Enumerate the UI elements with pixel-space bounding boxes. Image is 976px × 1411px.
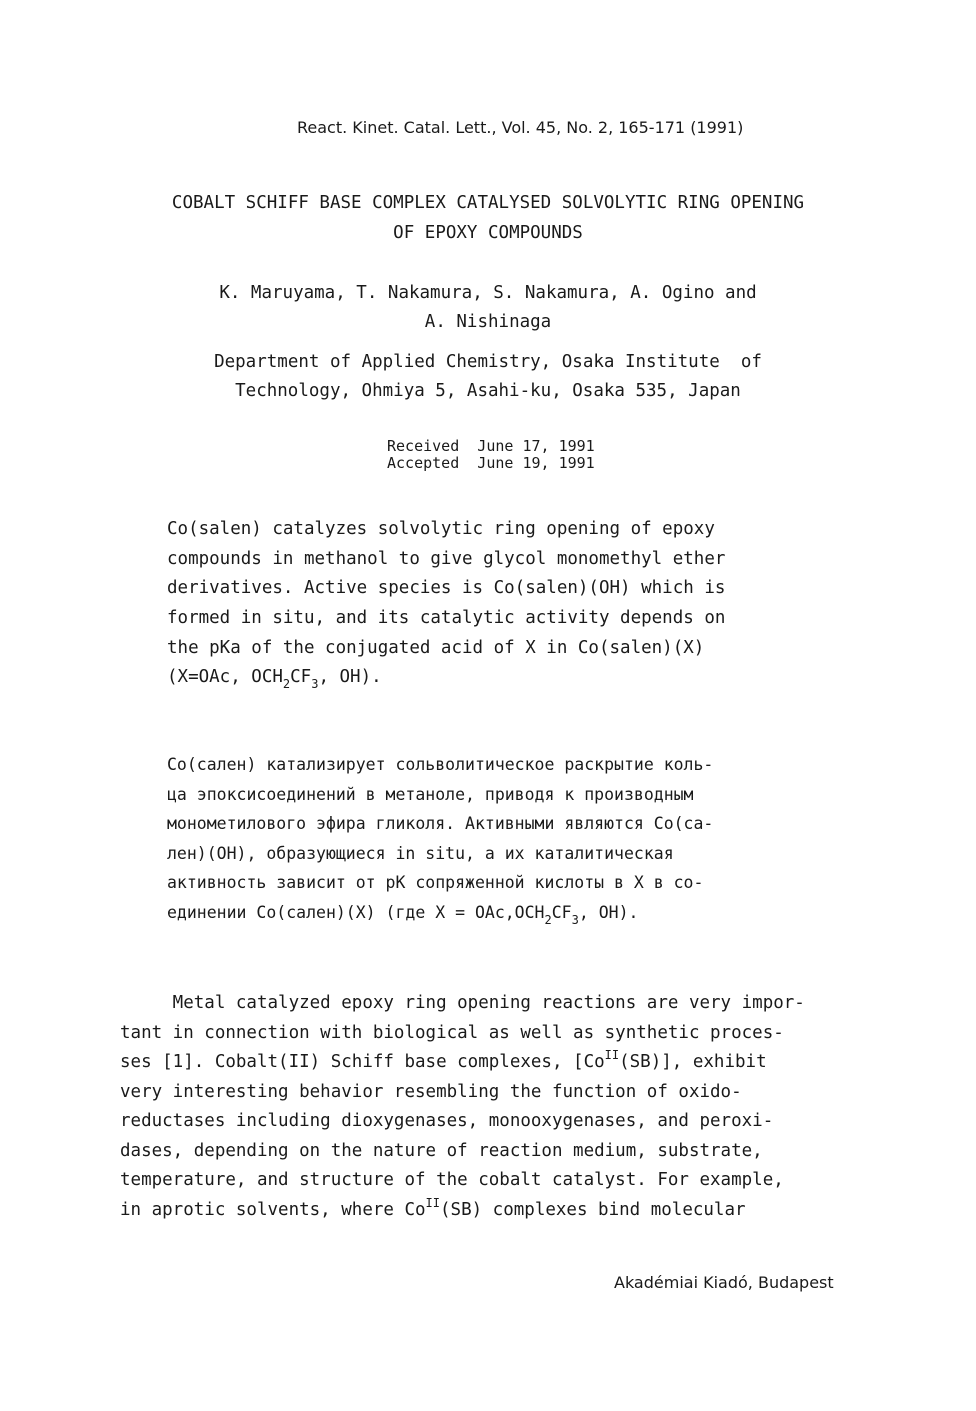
authors-line-1: K. Maruyama, T. Nakamura, S. Nakamura, A. Ogino and [219, 283, 757, 303]
body-line: very interesting behavior resembling the function of oxido- [120, 1082, 742, 1102]
received-date: Received June 17, 1991 [387, 437, 595, 455]
affiliation-line-2: Technology, Ohmiya 5, Asahi-ku, Osaka 535, Japan [235, 381, 741, 401]
abstract-ru-line: ца эпоксисоединений в метаноле, приводя к производным [167, 785, 694, 804]
body-line: ses [1]. Cobalt(II) Schiff base complexes, $[Co^{II}(SB)]$, exhibit [120, 1048, 767, 1072]
body-line: dases, depending on the nature of reaction medium, substrate, [120, 1141, 763, 1161]
abstract-ru-line: активность зависит от pK сопряженной кислоты в X в со- [167, 873, 704, 892]
abstract-ru-line: единении Co(сален)(X) (где $X = OAc,OCH_2CF_3$, OH). [167, 903, 639, 927]
body-line: reductases including dioxygenases, monooxygenases, and peroxi- [120, 1111, 774, 1131]
body-line: in aprotic solvents, where $Co^{II}(SB)$ complexes bind molecular [120, 1196, 746, 1220]
accepted-date: Accepted June 19, 1991 [387, 454, 595, 472]
abstract-en-line: formed in situ, and its catalytic activity depends on [167, 608, 726, 628]
body-line: tant in connection with biological as well as synthetic proces- [120, 1023, 784, 1043]
abstract-en-line: (X=OAc, $OCH_2CF_3$, OH). [167, 667, 382, 691]
publisher-footer: Akadémiai Kiadó, Budapest [614, 1273, 834, 1292]
abstract-en-line: derivatives. Active species is Co(salen)(OH) which is [167, 578, 726, 598]
affiliation-line-1: Department of Applied Chemistry, Osaka Institute of [214, 352, 762, 372]
abstract-en-line: compounds in methanol to give glycol monomethyl ether [167, 549, 726, 569]
abstract-en-line: Co(salen) catalyzes solvolytic ring opening of epoxy [167, 519, 715, 539]
article-title-line-1: COBALT SCHIFF BASE COMPLEX CATALYSED SOLVOLYTIC RING OPENING [171, 193, 805, 213]
abstract-en-line: the pKa of the conjugated acid of X in Co(salen)(X) [167, 638, 705, 658]
abstract-ru-line: лен)(OH), образующиеся in situ, а их каталитическая [167, 844, 674, 863]
body-line: Metal catalyzed epoxy ring opening reactions are very impor- [120, 993, 805, 1013]
body-line: temperature, and structure of the cobalt catalyst. For example, [120, 1170, 784, 1190]
article-title-line-2: OF EPOXY COMPOUNDS [393, 223, 583, 243]
journal-citation: React. Kinet. Catal. Lett., Vol. 45, No. 2, 165-171 (1991) [297, 118, 744, 137]
abstract-ru-line: монометилового эфира гликоля. Активными являются Co(са- [167, 814, 714, 833]
authors-line-2: A. Nishinaga [424, 312, 552, 332]
abstract-ru-line: Co(сален) катализирует сольволитическое раскрытие коль- [167, 755, 714, 774]
